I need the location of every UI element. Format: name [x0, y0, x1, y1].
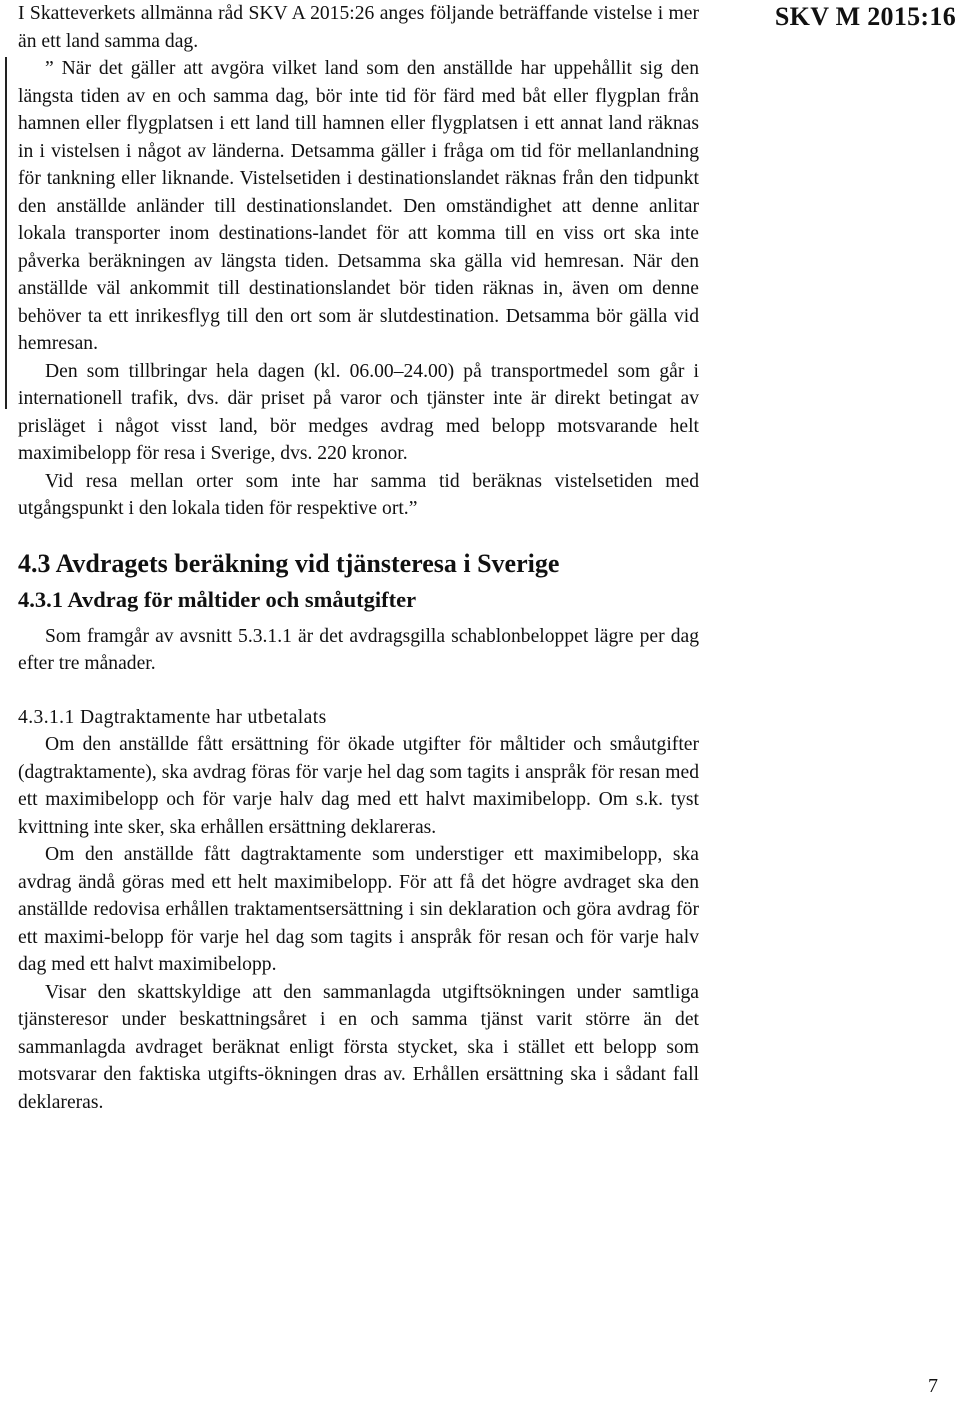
- section-heading: 4.3 Avdragets beräkning vid tjänsteresa i Sverige: [18, 548, 560, 578]
- revision-change-bar: [5, 57, 7, 409]
- per-diem-paragraph: Om den anställde fått ersättning för ökade utgifter för måltider och småutgifter (dagtraktamente), ska avdrag föras för varje hel dag som tagits i anspråk för resan med ett maximibelopp och för varje halv dag med ett halvt maximibelopp. Om s.k. tyst kvittning inte sker, ska erhållen ersättning deklareras.: [18, 734, 699, 838]
- quoted-paragraph-international-transport: Den som tillbringar hela dagen (kl. 06.00–24.00) på transportmedel som går i internationell trafik, dvs. där priset på varor och tjänster inte är direkt betingat av prisläget i något visst land, bör medges avdrag med belopp motsvarande helt maximibelopp för resa i Sverige, dvs. 220 kronor.: [18, 360, 699, 464]
- subsection-heading: 4.3.1 Avdrag för måltider och småutgifter: [18, 586, 417, 612]
- actual-cost-paragraph: Visar den skattskyldige att den sammanlagda utgiftsökningen under samtliga tjänsteresor under beskattningsåret i en och samma tjänst varit större än det sammanlagda avdraget beräknat enligt första stycket, ska i stället ett belopp som motsvarar den faktiska utgifts-ökningen dras av. Erhållen ersättning ska i sådant fall deklareras.: [18, 981, 699, 1113]
- document-id-header: SKV M 2015:16: [774, 2, 956, 31]
- subsubsection-heading: 4.3.1.1 Dagtraktamente har utbetalats: [18, 706, 327, 728]
- per-diem-below-max-paragraph: Om den anställde fått dagtraktamente som understiger ett maximibelopp, ska avdrag ändå göras med ett helt maximibelopp. För att få det högre avdraget ska den anställde redovisa erhållen traktamentsersättning i sin deklaration och göra avdrag för ett maximi-belopp för varje hel dag som tagits i anspråk för resan och för varje halv dag med ett halvt maximibelopp.: [18, 844, 699, 975]
- quoted-paragraph-local-time: Vid resa mellan orter som inte har samma tid beräknas vistelsetiden med utgångspunkt i den lokala tiden för respektive ort.”: [18, 470, 699, 519]
- subsection-paragraph: Som framgår av avsnitt 5.3.1.1 är det avdragsgilla schablonbeloppet lägre per dag efter tre månader.: [18, 625, 699, 674]
- intro-paragraph: I Skatteverkets allmänna råd SKV A 2015:26 anges följande beträffande vistelse i mer än ett land samma dag.: [18, 3, 699, 52]
- quoted-paragraph-travel-time: ” När det gäller att avgöra vilket land som den anställde har uppehållit sig den längsta tiden av en och samma dag, bör inte tid för färd med båt eller flygplan från hamnen eller flygplatsen i ett land till hamnen eller flygplatsen i ett annat land räknas in i vistelsen i något av länderna. Detsamma gäller i fråga om tid för mellanlandning för tankning eller liknande. Vistelsetiden i destinationslandet räknas från den tidpunkt den anställde anländer till destinationslandet. Den omständighet att denne anlitar lokala transporter inom destinations-landet för att komma till en viss ort ska inte påverka beräkningen av längsta tiden. Detsamma ska gälla vid hemresan. När den anställde väl ankommit till destinationslandet bör tiden räknas in, även om denne behöver ta ett inrikesflyg till den ort som är slutdestination. Detsamma bör gälla vid hemresan.: [18, 58, 699, 354]
- page-number: 7: [928, 1375, 938, 1397]
- main-text-column: [18, 0, 699, 1116]
